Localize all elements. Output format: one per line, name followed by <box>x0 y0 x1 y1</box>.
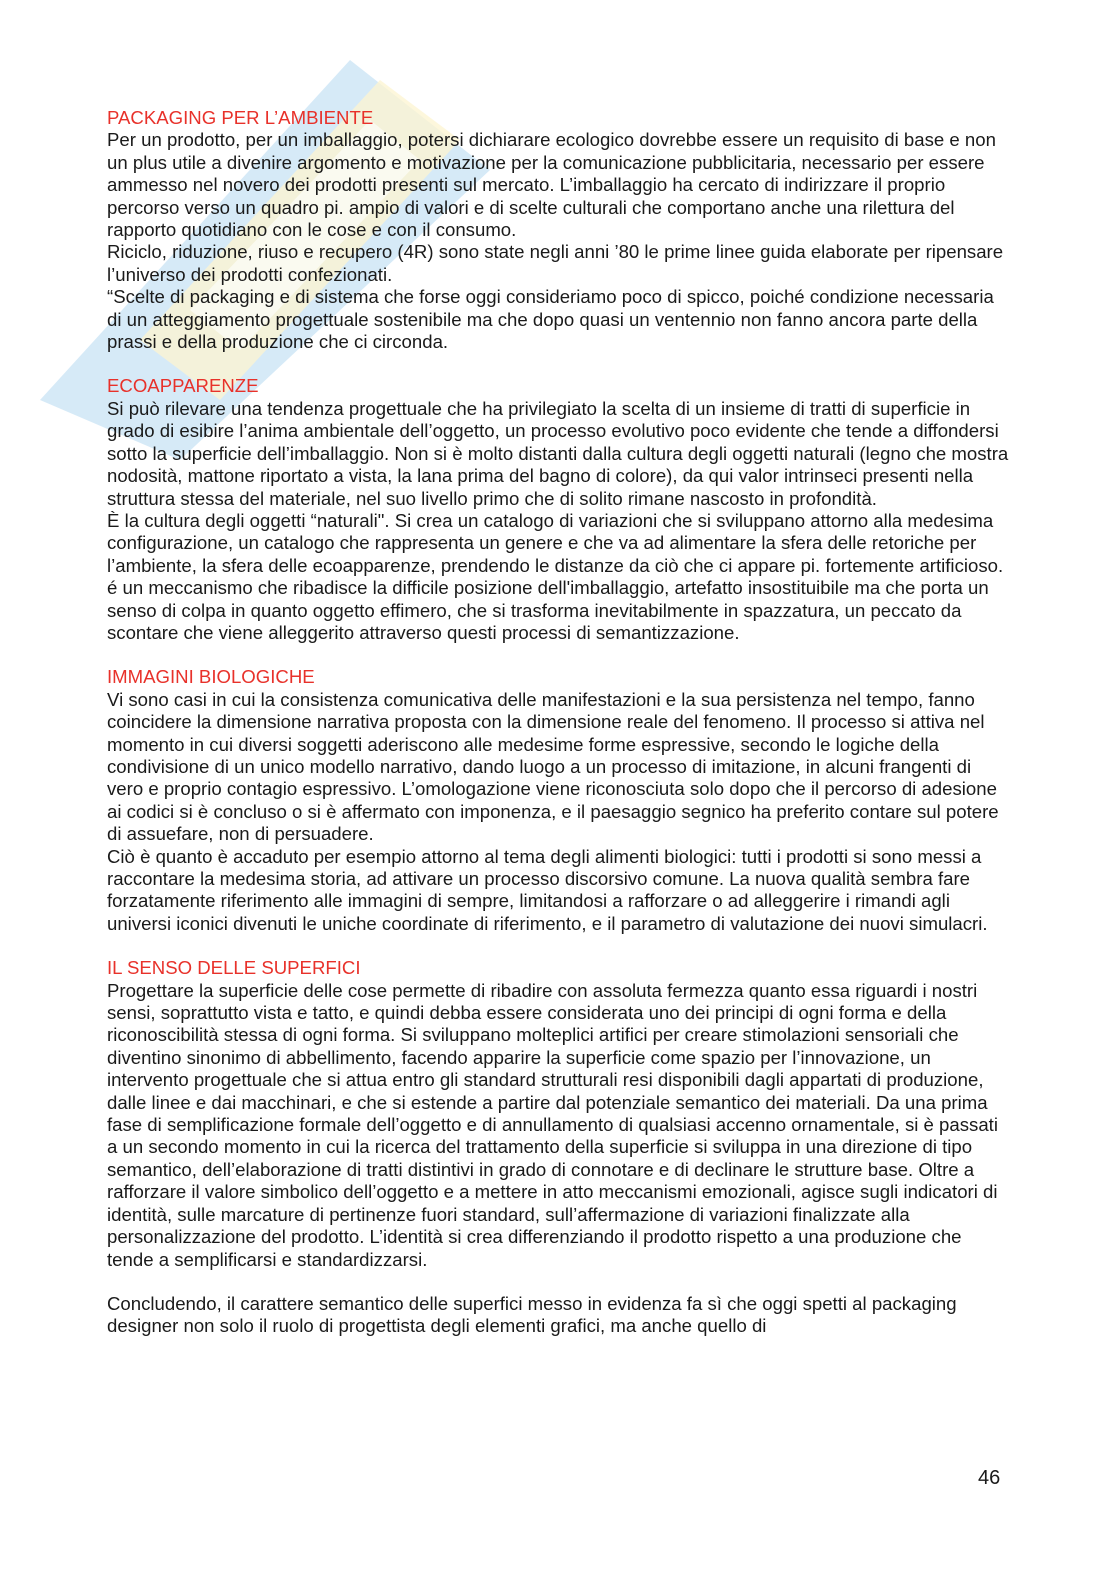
section-immagini-biologiche <box>107 666 1012 935</box>
paragraph: Ciò è quanto è accaduto per esempio attorno al tema degli alimenti biologici: tutti i prodotti si sono messi a raccontare la medesima storia, ad attivare un processo discorsivo comune. La nuova qualità sembra fare forzatamente riferimento alle immagini di sempre, limitandosi a rafforzare o ad alleggerire i rimandi agli universi iconici divenuti le uniche coordinate di riferimento, e il parametro di valutazione dei nuovi simulacri. <box>107 845 988 934</box>
section-packaging-ambiente <box>107 107 1012 353</box>
page-number: 46 <box>978 1467 1001 1489</box>
section-heading: ECOAPPARENZE <box>107 375 259 397</box>
closing-paragraph: Concludendo, il carattere semantico delle superfici messo in evidenza fa sì che oggi spetti al packaging designer non solo il ruolo di progettista degli elementi grafici, ma anche quello di <box>107 1292 957 1337</box>
paragraph: Riciclo, riduzione, riuso e recupero (4R) sono state negli anni ’80 le prime linee guida elaborate per ripensare l’universo dei prodotti confezionati. <box>107 241 1004 285</box>
document-body <box>107 107 1012 1338</box>
paragraph: Progettare la superficie delle cose permette di ribadire con assoluta fermezza quanto essa riguardi i nostri sensi, soprattutto vista e tatto, e quindi debba essere considerata uno dei principi di ogni forma e della riconoscibilità stessa di ogni forma. Si sviluppano molteplici artifici per creare stimolazioni sensoriali che diventino sinonimo di abbellimento, facendo apparire la superficie come spazio per l’innovazione, un intervento progettuale che si attua entro gli standard strutturali resi disponibili dagli appartati di produzione, dalle linee e dai macchinari, e che si estende a partire dal potenziale semantico dei materiali. Da una prima fase di semplificazione formale dell’oggetto e di annullamento di qualsiasi accenno ornamentale, si è passati a un secondo momento in cui la ricerca del trattamento della superficie si sviluppa in una direzione di tipo semantico, dell’elaborazione di tratti distintivi in grado di connotare e di declinare le strutture base. Oltre a rafforzare il valore simbolico dell’oggetto e a mettere in atto meccanismi emozionali, agisce sugli indicatori di identità, sulle marcature di pertinenze fuori standard, sull’affermazione di variazioni finalizzate alla personalizzazione del prodotto. L’identità si crea differenziando il prodotto rispetto a una produzione che tende a semplificarsi e standardizzarsi. <box>107 979 998 1270</box>
paragraph: “Scelte di packaging e di sistema che forse oggi consideriamo poco di spicco, poiché condizione necessaria di un atteggiamento progettuale sostenibile ma che dopo quasi un ventennio non fanno ancora parte della prassi e della produzione che ci circonda. <box>107 286 994 353</box>
section-ecoapparenze <box>107 375 1012 644</box>
paragraph: È la cultura degli oggetti “naturali". Si crea un catalogo di variazioni che si sviluppano attorno alla medesima configurazione, un catalogo che rappresenta un genere e che va ad alimentare la sfera delle retoriche per l’ambiente, la sfera delle ecoapparenze, prendendo le distanze da ciò che ci appare pi. fortemente artificioso. é un meccanismo che ribadisce la difficile posizione dell'imballaggio, artefatto insostituibile ma che porta un senso di colpa in quanto oggetto effimero, che si trasforma inevitabilmente in spazzatura, un peccato da scontare che viene alleggerito attraverso questi processi di semantizzazione. <box>107 509 1004 643</box>
paragraph: Per un prodotto, per un imballaggio, potersi dichiarare ecologico dovrebbe essere un requisito di base e non un plus utile a divenire argomento e motivazione per la comunicazione pubblicitaria, necessario per essere ammesso nel novero dei prodotti presenti sul mercato. L’imballaggio ha cercato di indirizzare il proprio percorso verso un quadro pi. ampio di valori e di scelte culturali che comportano anche una rilettura del rapporto quotidiano con le cose e con il consumo. <box>107 129 996 241</box>
section-heading: IL SENSO DELLE SUPERFICI <box>107 957 361 979</box>
section-heading: IMMAGINI BIOLOGICHE <box>107 666 315 688</box>
paragraph: Vi sono casi in cui la consistenza comunicativa delle manifestazioni e la sua persistenza nel tempo, fanno coincidere la dimensione narrativa proposta con la dimensione reale del fenomeno. Il processo si attiva nel momento in cui diversi soggetti aderiscono alle medesime forme espressive, secondo le logiche della condivisione di un unico modello narrativo, dando luogo a un processo di imitazione, in alcuni frangenti di vero e proprio contagio espressivo. L’omologazione viene riconosciuta solo dopo che il percorso di adesione ai codici si è concluso o si è affermato con imponenza, e il paesaggio segnico ha preferito contare sul potere di assuefare, non di persuadere. <box>107 688 999 845</box>
section-senso-superfici <box>107 957 1012 1271</box>
section-heading: PACKAGING PER L’AMBIENTE <box>107 107 374 128</box>
paragraph: Si può rilevare una tendenza progettuale che ha privilegiato la scelta di un insieme di tratti di superficie in grado di esibire l’anima ambientale dell’oggetto, un processo evolutivo poco evidente che tende a diffondersi sotto la superficie dell’imballaggio. Non si è molto distanti dalla cultura degli oggetti naturali (legno che mostra nodosità, mattone riportato a vista, la lana prima del bagno di colore), da qui valor intrinseci presenti nella struttura stessa del materiale, nel suo livello primo che di solito rimane nascosto in profondità. <box>107 397 1009 509</box>
